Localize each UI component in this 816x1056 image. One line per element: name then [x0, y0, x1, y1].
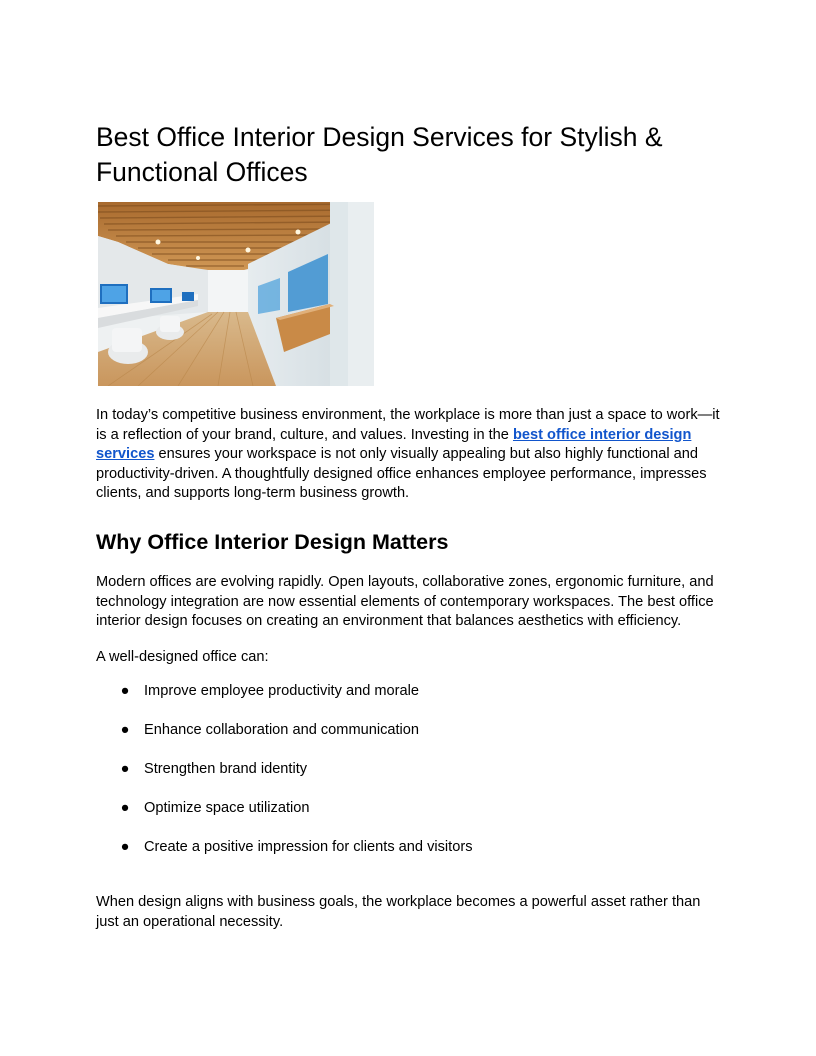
- bullet-icon: ●: [120, 722, 130, 738]
- intro-paragraph: [96, 406, 720, 504]
- bullet-icon: ●: [120, 761, 130, 777]
- list-item-text: Enhance collaboration and communication: [144, 722, 420, 738]
- list-item-text: Optimize space utilization: [144, 800, 310, 816]
- intro-text-after-link: ensures your workspace is not only visually appealing but also highly functional and productivity-driven. A thoughtfully designed office enhances employee performance, impresses clients, and supports long-term business growth.: [96, 446, 707, 501]
- list-item-text: Improve employee productivity and morale: [144, 683, 419, 699]
- closing-paragraph: When design aligns with business goals, the workplace becomes a powerful asset rather than just an operational necessity.: [96, 894, 701, 930]
- bullet-icon: ●: [120, 800, 130, 816]
- office-interior-image: [98, 202, 374, 386]
- office-interior-services-link[interactable]: best office interior design services: [96, 426, 692, 462]
- section-paragraph: Modern offices are evolving rapidly. Open layouts, collaborative zones, ergonomic furniture, and technology integration are now essential elements of contemporary workspaces. The best office interior design focuses on creating an environment that balances aesthetics with efficiency.: [96, 574, 714, 629]
- bullet-icon: ●: [120, 683, 130, 699]
- document-title: Best Office Interior Design Services for Stylish & Functional Offices: [96, 122, 663, 187]
- list-item-text: Strengthen brand identity: [144, 761, 308, 777]
- list-lead-text: A well-designed office can:: [96, 649, 269, 665]
- bullet-icon: ●: [120, 839, 130, 855]
- list-item-text: Create a positive impression for clients and visitors: [144, 839, 473, 855]
- section-heading: Why Office Interior Design Matters: [96, 530, 449, 554]
- intro-text-before-link: In today’s competitive business environment, the workplace is more than just a space to work—it is a reflection of your brand, culture, and values. Investing in the: [96, 407, 720, 443]
